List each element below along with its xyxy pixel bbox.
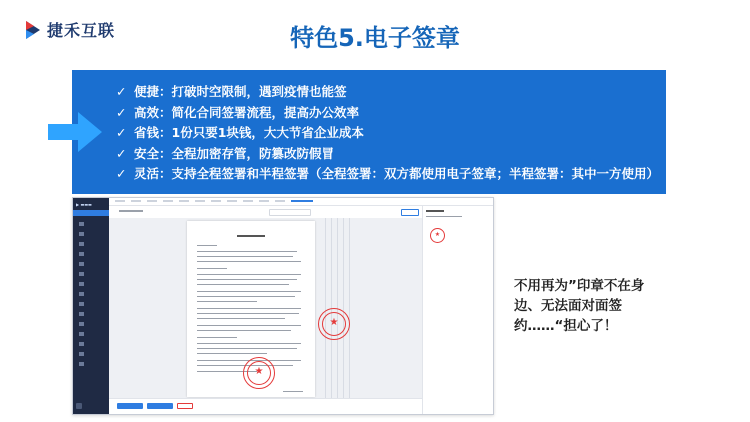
check-icon: ✓ (116, 125, 127, 140)
sidebar-item[interactable] (79, 352, 84, 356)
top-tab[interactable] (243, 200, 253, 202)
user-avatar[interactable] (76, 403, 82, 409)
check-icon: ✓ (116, 166, 127, 181)
page-selector[interactable] (269, 209, 311, 216)
feature-text: 安全：全程加密存管，防篡改防假冒 (134, 145, 335, 161)
top-tab[interactable] (163, 200, 173, 202)
note-text: 不用再为”印章不在身边、无法面对面签约……“担心了！ (514, 278, 645, 334)
doc-line (197, 268, 227, 269)
feature-text: 便捷：打破时空限制，遇到疫情也能签 (134, 84, 347, 99)
doc-line (197, 256, 293, 257)
doc-line (197, 343, 301, 344)
doc-line (197, 284, 289, 285)
doc-line (197, 245, 217, 246)
sidebar-item[interactable] (79, 322, 84, 326)
doc-line (197, 353, 267, 354)
feature-text: 灵活：支持全程签署和半程签署（全程签署：双方都使用电子签章；半程签署：其中一方使用） (134, 166, 660, 181)
doc-line (197, 325, 301, 326)
seal-panel (422, 206, 494, 414)
sidebar-item[interactable] (79, 362, 84, 366)
bottom-action-bar (109, 398, 422, 415)
app-logo-icon: ▶ ▬▬▬ (76, 202, 92, 207)
brand-name: 捷禾互联 (47, 21, 116, 40)
doc-line (197, 251, 297, 252)
top-tab[interactable] (131, 200, 141, 202)
top-tab-active[interactable] (291, 200, 313, 202)
app-screenshot (72, 197, 494, 415)
signature-line (283, 391, 303, 392)
contract-page (187, 221, 315, 397)
feature-item (116, 82, 659, 103)
sidebar-item[interactable] (79, 332, 84, 336)
top-tab[interactable] (195, 200, 205, 202)
top-tab[interactable] (147, 200, 157, 202)
doc-line (197, 348, 297, 349)
doc-line (197, 318, 285, 319)
seal-panel-subtitle (426, 216, 462, 217)
sidebar-item[interactable] (79, 312, 84, 316)
file-name (119, 210, 143, 212)
top-tab[interactable] (115, 200, 125, 202)
doc-canvas (109, 218, 422, 398)
sidebar-item[interactable] (79, 262, 84, 266)
bottom-button[interactable] (117, 403, 143, 409)
toolbar-action-button[interactable] (401, 209, 419, 216)
feature-text: 高效：简化合同签署流程，提高办公效率 (134, 104, 360, 120)
feature-item (116, 164, 659, 185)
app-sidebar (73, 198, 109, 414)
sidebar-item[interactable] (79, 272, 84, 276)
company-seal-icon: ★ (243, 357, 275, 389)
feature-text: 省钱：1份只要1块钱，大大节省企业成本 (134, 125, 364, 140)
check-icon: ✓ (116, 84, 127, 99)
doc-line (197, 279, 297, 280)
feature-list (116, 82, 659, 185)
page-title: 特色5.电子签章 (290, 24, 460, 52)
doc-line (197, 261, 301, 262)
doc-line (197, 313, 299, 314)
top-tab[interactable] (211, 200, 221, 202)
seam-seal-icon: ★ (318, 308, 350, 340)
check-icon: ✓ (116, 104, 127, 120)
check-icon: ✓ (116, 145, 127, 161)
feature-item (116, 103, 659, 124)
doc-line (197, 291, 301, 292)
seam-seal-strip (320, 218, 350, 398)
sidebar-item-active[interactable] (73, 210, 109, 216)
feature-item (116, 123, 659, 144)
top-tab[interactable] (259, 200, 269, 202)
sidebar-item[interactable] (79, 242, 84, 246)
doc-title (237, 235, 265, 237)
arrow-right-icon (48, 110, 104, 154)
doc-line (197, 337, 237, 338)
sidebar-item[interactable] (79, 252, 84, 256)
sidebar-item[interactable] (79, 292, 84, 296)
doc-line (197, 308, 301, 309)
bottom-button[interactable] (147, 403, 173, 409)
feature-item (116, 144, 659, 165)
sidebar-item[interactable] (79, 342, 84, 346)
doc-line (197, 296, 295, 297)
bottom-button-secondary[interactable] (177, 403, 193, 409)
top-tab[interactable] (227, 200, 237, 202)
top-tab[interactable] (179, 200, 189, 202)
doc-line (197, 330, 291, 331)
doc-line (197, 274, 301, 275)
sidebar-item[interactable] (79, 282, 84, 286)
sidebar-item[interactable] (79, 302, 84, 306)
sidebar-item[interactable] (79, 232, 84, 236)
top-tab[interactable] (275, 200, 285, 202)
seal-panel-title (426, 210, 444, 212)
app-topbar (109, 198, 493, 206)
seal-option-icon[interactable]: ★ (430, 228, 445, 243)
doc-line (197, 301, 257, 302)
sidebar-item[interactable] (79, 222, 84, 226)
